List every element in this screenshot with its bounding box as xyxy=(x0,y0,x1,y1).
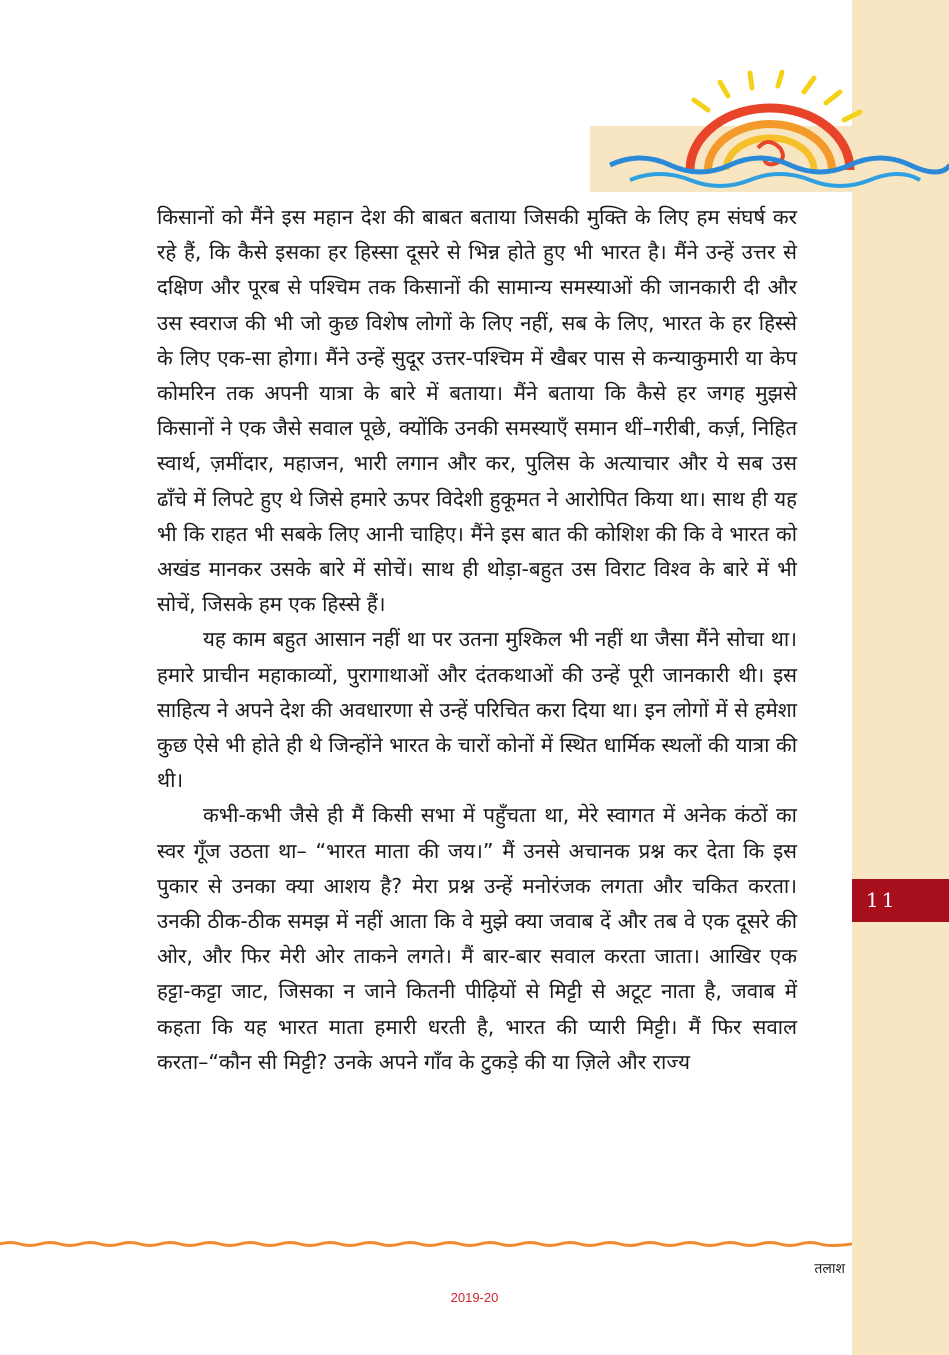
side-margin-strip xyxy=(852,0,949,1355)
sun-wave-illustration xyxy=(590,70,949,195)
footer-year: 2019-20 xyxy=(450,1290,499,1305)
paragraph: किसानों को मैंने इस महान देश की बाबत बताया जिसकी मुक्ति के लिए हम संघर्ष कर रहे हैं, कि कैसे इसका हर हिस्सा दूसरे से भिन्न होते हुए भी भारत है। मैंने उन्हें उत्तर से दक्षिण और पूरब से पश्चिम तक किसानों की सामान्य समस्याओं की जानकारी दी और उस स्वराज की भी जो कुछ विशेष लोगों के लिए नहीं, सब के लिए, भारत के हर हिस्से के लिए एक-सा होगा। मैंने उन्हें सुदूर उत्तर-पश्चिम में खैबर पास से कन्याकुमारी या केप कोमरिन तक अपनी यात्रा के बारे में बताया। मैंने बताया कि कैसे हर जगह मुझसे किसानों ने एक जैसे सवाल पूछे, क्योंकि उनकी समस्याएँ समान थीं–गरीबी, कर्ज़, निहित स्वार्थ, ज़मींदार, महाजन, भारी लगान और कर, पुलिस के अत्याचार और ये सब उस ढाँचे में लिपटे हुए थे जिसे हमारे ऊपर विदेशी हुकूमत ने आरोपित किया था। साथ ही यह भी कि राहत भी सबके लिए आनी चाहिए। मैंने इस बात की कोशिश की कि वे भारत को अखंड मानकर उसके बारे में सोचें। साथ ही थोड़ा-बहुत उस विराट विश्व के बारे में भी सोचें, जिसके हम एक हिस्से हैं। xyxy=(157,205,797,617)
page-number-tab: 11 xyxy=(852,879,949,922)
paragraph: यह काम बहुत आसान नहीं था पर उतना मुश्किल भी नहीं था जैसा मैंने सोचा था। हमारे प्राचीन महाकाव्यों, पुरागाथाओं और दंतकथाओं की उन्हें पूरी जानकारी थी। इस साहित्य ने अपने देश की अवधारणा से उन्हें परिचित करा दिया था। इन लोगों में से हमेशा कुछ ऐसे भी होते ही थे जिन्होंने भारत के चारों कोनों में स्थित धार्मिक स्थलों की यात्रा की थी। xyxy=(157,627,797,793)
body-text xyxy=(157,200,797,1080)
footer-divider xyxy=(0,1238,852,1250)
footer-book-label: तलाश xyxy=(814,1261,845,1277)
paragraph: कभी-कभी जैसे ही मैं किसी सभा में पहुँचता था, मेरे स्वागत में अनेक कंठों का स्वर गूँज उठता था– “भारत माता की जय।” मैं उनसे अचानक प्रश्न कर देता कि इस पुकार से उनका क्या आशय है? मेरा प्रश्न उन्हें मनोरंजक लगता और चकित करता। उनकी ठीक-ठीक समझ में नहीं आता कि वे मुझे क्या जवाब दें और तब वे एक दूसरे की ओर, और फिर मेरी ओर ताकने लगते। मैं बार-बार सवाल करता जाता। आखिर एक हट्टा-कट्टा जाट, जिसका न जाने कितनी पीढ़ियों से मिट्टी से अटूट नाता है, जवाब में कहता कि यह भारत माता हमारी धरती है, भारत की प्यारी मिट्टी। मैं फिर सवाल करता–“कौन सी मिट्टी? उनके अपने गाँव के टुकड़े की या ज़िले और राज्य xyxy=(157,803,797,1074)
